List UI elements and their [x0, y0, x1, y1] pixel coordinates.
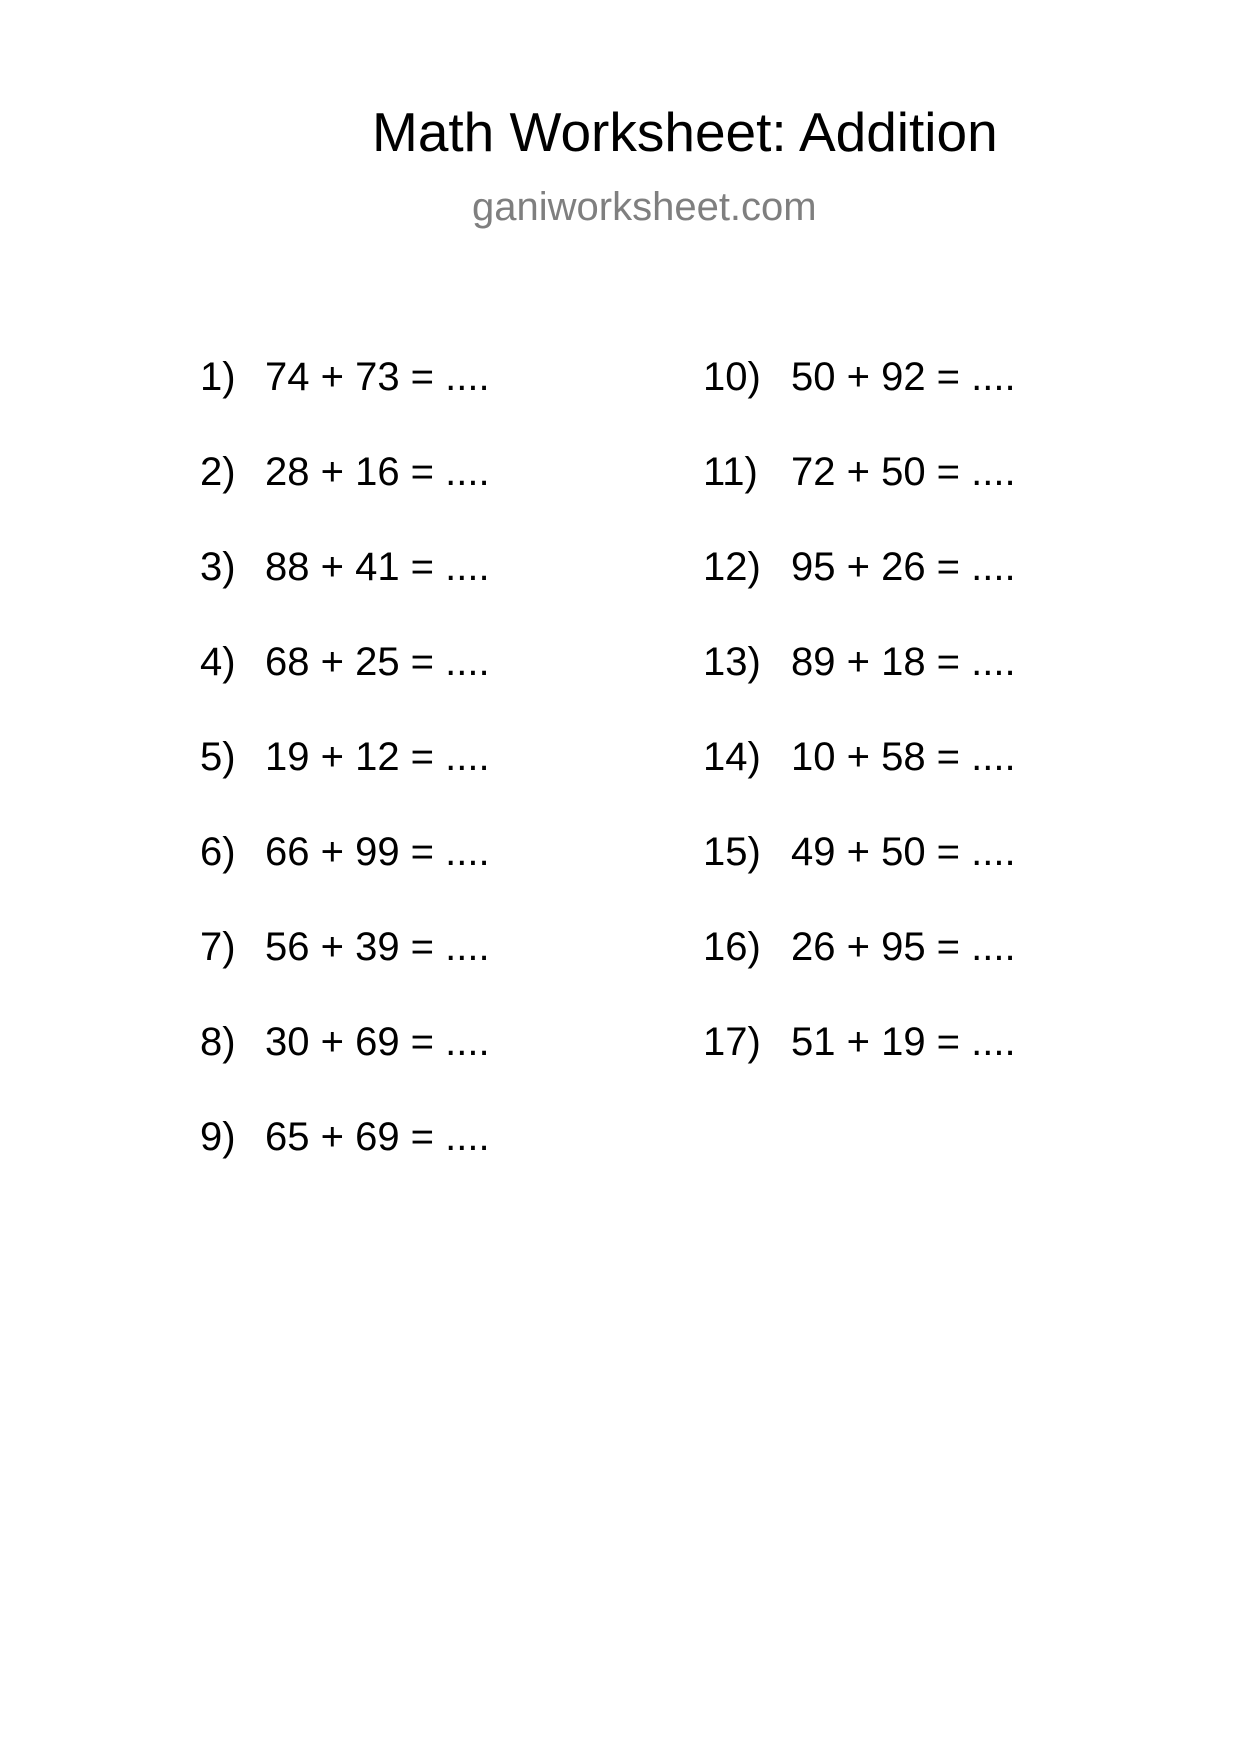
problem-expression: 74 + 73 = ....	[265, 355, 490, 399]
problem-list-right	[703, 354, 1016, 1114]
problem-expression: 65 + 69 = ....	[265, 1115, 490, 1159]
problem-item	[703, 1019, 1016, 1114]
problem-number: 1)	[200, 355, 236, 399]
problem-number: 12)	[703, 545, 761, 589]
problem-item	[200, 354, 490, 449]
problem-expression: 51 + 19 = ....	[791, 1020, 1016, 1064]
problem-item	[703, 639, 1016, 734]
problem-expression: 72 + 50 = ....	[791, 450, 1016, 494]
problem-expression: 28 + 16 = ....	[265, 450, 490, 494]
problem-number: 5)	[200, 735, 236, 779]
problem-expression: 10 + 58 = ....	[791, 735, 1016, 779]
problem-expression: 26 + 95 = ....	[791, 925, 1016, 969]
problem-expression: 88 + 41 = ....	[265, 545, 490, 589]
problem-number: 9)	[200, 1115, 236, 1159]
problem-item	[200, 544, 490, 639]
problem-number: 15)	[703, 830, 761, 874]
problem-number: 16)	[703, 925, 761, 969]
problem-number: 8)	[200, 1020, 236, 1064]
problem-item	[200, 924, 490, 1019]
problem-number: 2)	[200, 450, 236, 494]
problem-item	[703, 449, 1016, 544]
problem-item	[703, 544, 1016, 639]
problem-expression: 56 + 39 = ....	[265, 925, 490, 969]
problem-item	[200, 639, 490, 734]
problem-item	[200, 1019, 490, 1114]
problem-expression: 49 + 50 = ....	[791, 830, 1016, 874]
problem-number: 4)	[200, 640, 236, 684]
problem-item	[200, 449, 490, 544]
website-url: ganiworksheet.com	[472, 185, 817, 229]
problem-expression: 66 + 99 = ....	[265, 830, 490, 874]
problem-number: 13)	[703, 640, 761, 684]
problem-item	[703, 924, 1016, 1019]
problem-list-left	[200, 354, 490, 1209]
problem-number: 7)	[200, 925, 236, 969]
problem-item	[200, 734, 490, 829]
problem-number: 6)	[200, 830, 236, 874]
problem-expression: 95 + 26 = ....	[791, 545, 1016, 589]
problem-item	[703, 734, 1016, 829]
problem-expression: 68 + 25 = ....	[265, 640, 490, 684]
problem-number: 10)	[703, 355, 761, 399]
problem-item	[200, 829, 490, 924]
problem-expression: 89 + 18 = ....	[791, 640, 1016, 684]
problem-item	[703, 829, 1016, 924]
problem-item	[703, 354, 1016, 449]
problem-number: 14)	[703, 735, 761, 779]
page-title: Math Worksheet: Addition	[372, 101, 998, 163]
problem-number: 3)	[200, 545, 236, 589]
problem-item	[200, 1114, 490, 1209]
problem-expression: 50 + 92 = ....	[791, 355, 1016, 399]
problem-number: 11)	[703, 450, 758, 494]
problem-expression: 19 + 12 = ....	[265, 735, 490, 779]
problem-number: 17)	[703, 1020, 761, 1064]
problem-expression: 30 + 69 = ....	[265, 1020, 490, 1064]
